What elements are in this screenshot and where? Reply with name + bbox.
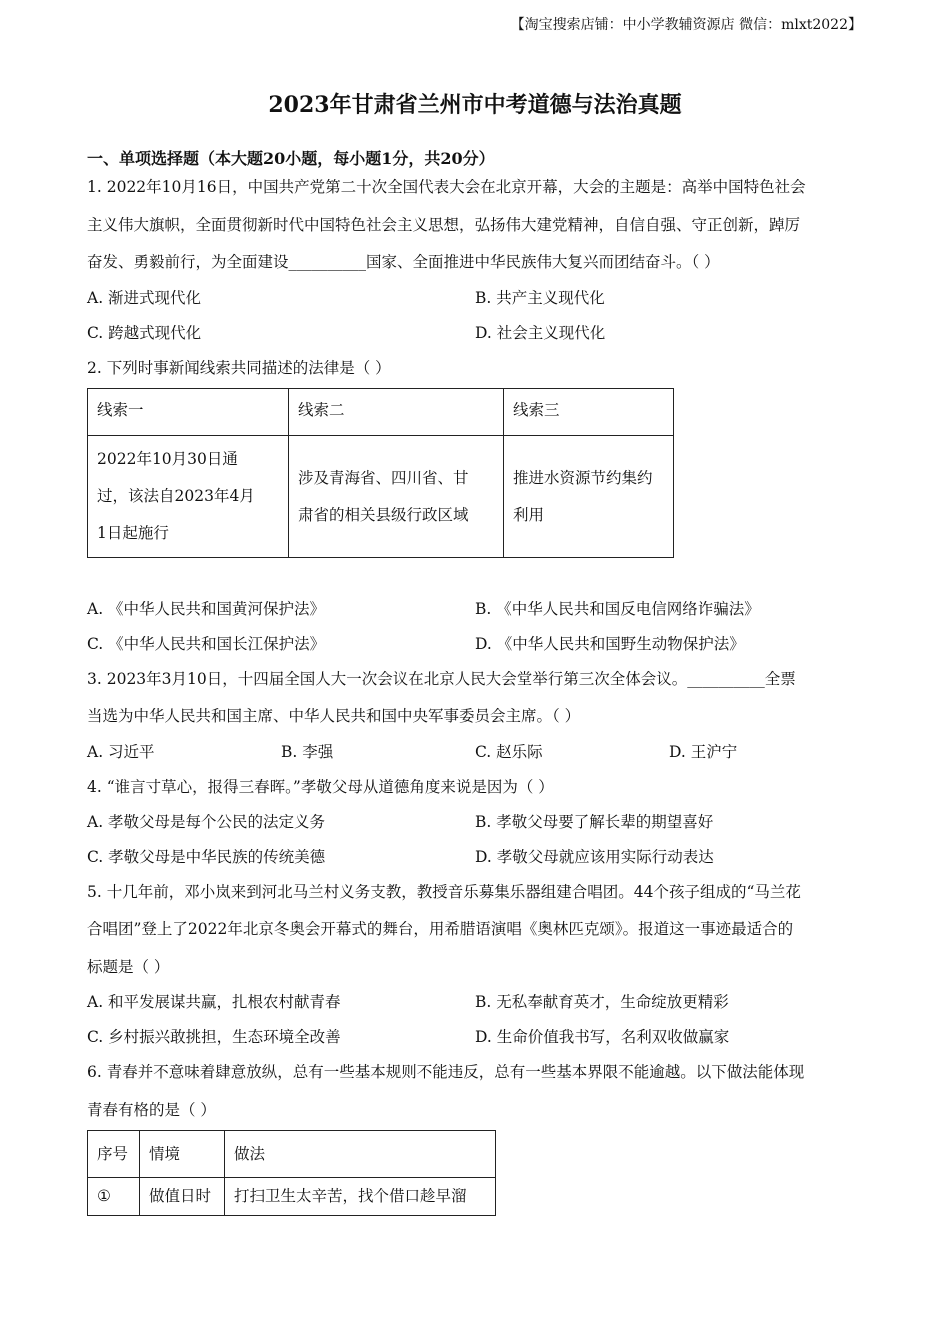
cell-line: 2022年10月30日通 [97,450,238,468]
q3-option-a: A. 习近平 [87,743,155,761]
table-header-cell: 线索一 [88,389,289,436]
section-heading: 一、单项选择题（本大题20小题，每小题1分，共20分） [87,149,495,168]
q2-option-a: A. 《中华人民共和国黄河保护法》 [87,600,326,618]
table-row [88,1178,496,1216]
q1-option-a: A. 渐进式现代化 [87,289,202,307]
q4-option-c: C. 孝敬父母是中华民族的传统美德 [87,848,326,866]
q6-table [87,1130,496,1216]
q4-option-d: D. 孝敬父母就应该用实际行动表达 [475,848,714,866]
cell-line: 推进水资源节约集约 [513,468,653,487]
q4-option-a: A. 孝敬父母是每个公民的法定义务 [87,813,326,831]
table-header-cell: 序号 [88,1131,140,1178]
cell-line: 1日起施行 [97,524,169,542]
q3-line-2: 当选为中华人民共和国主席、中华人民共和国中央军事委员会主席。（ ） [87,707,581,725]
cell-line: 利用 [513,505,545,524]
q1-option-d: D. 社会主义现代化 [475,324,606,342]
q1-line-2: 主义伟大旗帜，全面贯彻新时代中国特色社会主义思想，弘扬伟大建党精神，自信自强、守正创新，踔厉 [87,216,801,234]
page-title: 2023年甘肃省兰州市中考道德与法治真题 [268,92,682,118]
table-header-row [88,389,674,436]
table-header-row [88,1131,496,1178]
q3-option-d: D. 王沪宁 [669,743,738,761]
q3-line-1: 3. 2023年3月10日，十四届全国人大一次会议在北京人民大会堂举行第三次全体会议。__________全票 [87,670,796,688]
table-cell [88,436,289,558]
q1-option-b: B. 共产主义现代化 [475,289,605,307]
table-header-cell: 线索三 [504,389,674,436]
cell-line: 涉及青海省、四川省、甘 [298,468,469,487]
table-row [88,436,674,558]
q4-stem: 4. “谁言寸草心，报得三春晖。”孝敬父母从道德角度来说是因为（ ） [87,778,554,796]
q5-line-1: 5. 十几年前，邓小岚来到河北马兰村义务支教，教授音乐募集乐器组建合唱团。44个孩子组成的“马兰花 [87,883,801,901]
q4-option-b: B. 孝敬父母要了解长辈的期望喜好 [475,813,714,831]
q2-stem: 2. 下列时事新闻线索共同描述的法律是（ ） [87,359,391,377]
q2-option-d: D. 《中华人民共和国野生动物保护法》 [475,635,745,653]
q1-line-3: 奋发、勇毅前行，为全面建设__________国家、全面推进中华民族伟大复兴而团结奋斗。（ ） [87,253,720,271]
q5-line-3: 标题是（ ） [87,958,170,976]
table-header-cell: 情境 [140,1131,225,1178]
q5-option-d: D. 生命价值我书写，名利双收做赢家 [475,1028,730,1046]
q1-line-1: 1. 2022年10月16日，中国共产党第二十次全国代表大会在北京开幕，大会的主题是：高举中国特色社会 [87,178,806,196]
q6-line-2: 青春有格的是（ ） [87,1101,216,1119]
table-header-cell: 线索二 [289,389,504,436]
q3-option-c: C. 赵乐际 [475,743,543,761]
q3-option-b: B. 李强 [281,743,334,761]
table-cell: ① [88,1178,140,1216]
q6-line-1: 6. 青春并不意味着肆意放纵，总有一些基本规则不能违反，总有一些基本界限不能逾越。以下做法能体现 [87,1063,805,1081]
q5-option-c: C. 乡村振兴敢挑担，生态环境全改善 [87,1028,341,1046]
cell-line: 肃省的相关县级行政区域 [298,505,469,524]
cell-line: 过，该法自2023年4月 [97,487,255,505]
table-cell [289,436,504,558]
q2-option-c: C. 《中华人民共和国长江保护法》 [87,635,326,653]
q5-line-2: 合唱团”登上了2022年北京冬奥会开幕式的舞台，用希腊语演唱《奥林匹克颂》。报道这一事迹最适合的 [87,920,794,938]
table-cell: 打扫卫生太辛苦，找个借口趁早溜 [225,1178,496,1216]
q2-table [87,388,674,558]
table-cell [504,436,674,558]
q5-option-a: A. 和平发展谋共赢，扎根农村献青春 [87,993,341,1011]
q2-option-b: B. 《中华人民共和国反电信网络诈骗法》 [475,600,760,618]
q5-option-b: B. 无私奉献育英才，生命绽放更精彩 [475,993,729,1011]
q1-option-c: C. 跨越式现代化 [87,324,202,342]
table-header-cell: 做法 [225,1131,496,1178]
table-cell: 做值日时 [140,1178,225,1216]
page-header: 【淘宝搜索店铺：中小学教辅资源店 微信：mlxt2022】 [510,17,862,33]
